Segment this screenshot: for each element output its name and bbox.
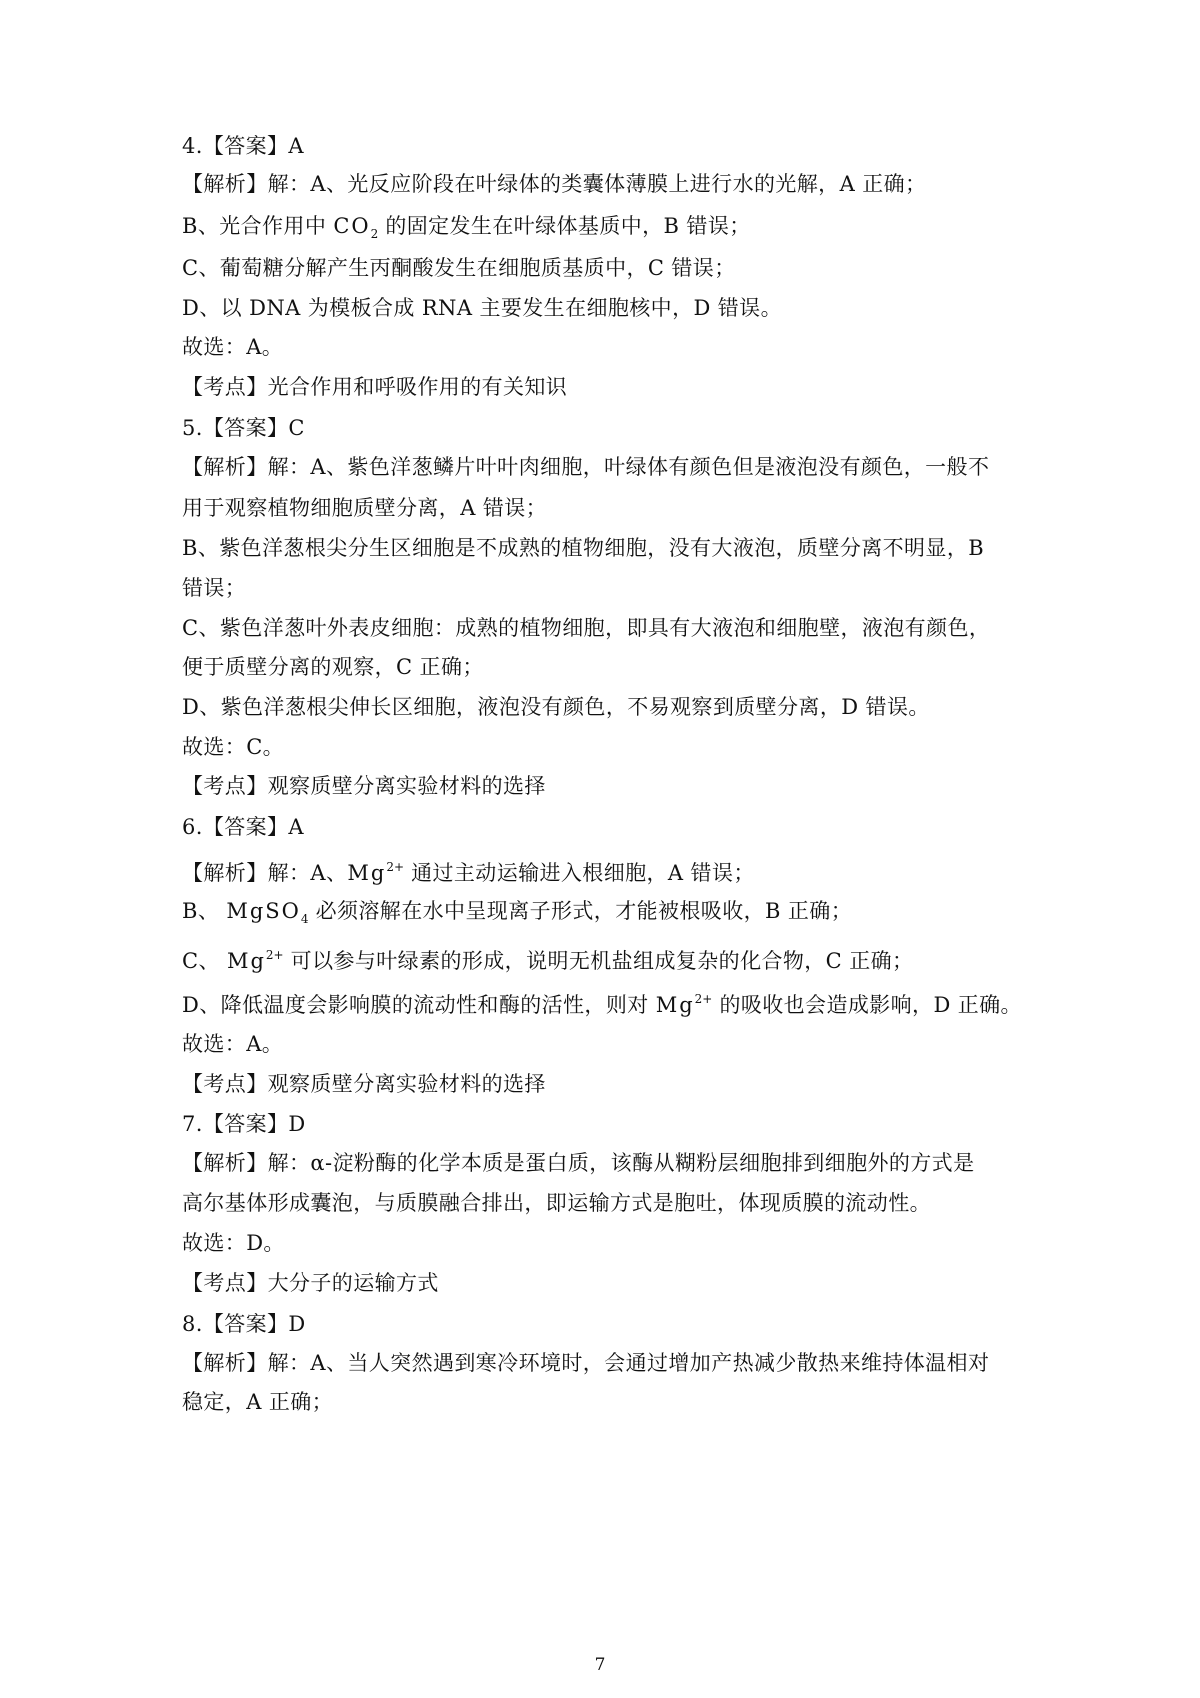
text-line: 【解析】解：A、当人突然遇到寒冷环境时，会通过增加产热减少散热来维持体温相对	[182, 1351, 990, 1375]
page-number: 7	[594, 1655, 606, 1675]
text-line	[182, 853, 755, 887]
superscript: 2+	[694, 992, 713, 1006]
text-line: 8.【答案】D	[182, 1312, 306, 1336]
text-segment: 的吸收也会造成影响，D 正确。	[712, 993, 1022, 1017]
text-segment: B、	[182, 899, 227, 923]
text-line: 错误；	[182, 576, 247, 600]
text-line: 6.【答案】A	[182, 815, 305, 839]
text-line: 稳定，A 正确；	[182, 1390, 334, 1414]
text-segment: 【解析】解：A、	[182, 861, 348, 885]
chemical-formula: MgSO	[226, 899, 301, 923]
chemical-formula: CO	[333, 214, 371, 238]
chemical-formula: Mg	[347, 861, 387, 885]
text-line: C、紫色洋葱叶外表皮细胞：成熟的植物细胞，即具有大液泡和细胞壁，液泡有颜色，	[182, 616, 991, 640]
text-segment: D、降低温度会影响膜的流动性和酶的活性，则对	[182, 993, 656, 1017]
subscript: 4	[300, 912, 309, 926]
text-line: B、紫色洋葱根尖分生区细胞是不成熟的植物细胞，没有大液泡，质壁分离不明显，B	[182, 536, 985, 560]
text-line: 便于质壁分离的观察，C 正确；	[182, 655, 484, 679]
text-line: 【考点】观察质壁分离实验材料的选择	[182, 774, 546, 798]
text-line: C、葡萄糖分解产生丙酮酸发生在细胞质基质中，C 错误；	[182, 256, 736, 280]
text-line: 故选：A。	[182, 335, 284, 359]
text-line: 4.【答案】A	[182, 134, 305, 158]
chemical-formula: Mg	[655, 993, 695, 1017]
text-line: 【解析】解：α-淀粉酶的化学本质是蛋白质，该酶从糊粉层细胞排到细胞外的方式是	[182, 1151, 975, 1175]
text-line: 故选：D。	[182, 1231, 285, 1255]
text-line	[182, 941, 913, 975]
text-line	[182, 212, 751, 248]
text-segment: 通过主动运输进入根细胞，A 错误；	[404, 861, 755, 885]
text-line: D、紫色洋葱根尖伸长区细胞，液泡没有颜色，不易观察到质壁分离，D 错误。	[182, 695, 930, 719]
text-line: 高尔基体形成囊泡，与质膜融合排出，即运输方式是胞吐，体现质膜的流动性。	[182, 1191, 931, 1215]
text-segment: C、	[182, 949, 227, 973]
text-segment: 必须溶解在水中呈现离子形式，才能被根吸收，B 正确；	[308, 899, 853, 923]
text-line: 7.【答案】D	[182, 1112, 306, 1136]
text-segment: 可以参与叶绿素的形成，说明无机盐组成复杂的化合物，C 正确；	[283, 949, 914, 973]
text-line: 【解析】解：A、紫色洋葱鳞片叶叶肉细胞，叶绿体有颜色但是液泡没有颜色，一般不	[182, 455, 990, 479]
text-line: 故选：C。	[182, 735, 285, 759]
text-line: 【考点】观察质壁分离实验材料的选择	[182, 1072, 546, 1096]
text-line: 用于观察植物细胞质壁分离，A 错误；	[182, 496, 548, 520]
superscript: 2+	[386, 860, 405, 874]
text-line	[182, 897, 852, 933]
text-segment: B、光合作用中	[182, 214, 334, 238]
text-segment: 的固定发生在叶绿体基质中，B 错误；	[378, 214, 751, 238]
text-line: 【考点】光合作用和呼吸作用的有关知识	[182, 375, 568, 399]
text-line: 故选：A。	[182, 1032, 284, 1056]
chemical-formula: Mg	[226, 949, 266, 973]
text-line: 5.【答案】C	[182, 416, 305, 440]
superscript: 2+	[265, 948, 284, 962]
subscript: 2	[370, 227, 379, 241]
text-line: D、以 DNA 为模板合成 RNA 主要发生在细胞核中，D 错误。	[182, 296, 782, 320]
text-line: 【解析】解：A、光反应阶段在叶绿体的类囊体薄膜上进行水的光解，A 正确；	[182, 172, 927, 196]
text-line	[182, 985, 1022, 1019]
text-line: 【考点】大分子的运输方式	[182, 1271, 439, 1295]
